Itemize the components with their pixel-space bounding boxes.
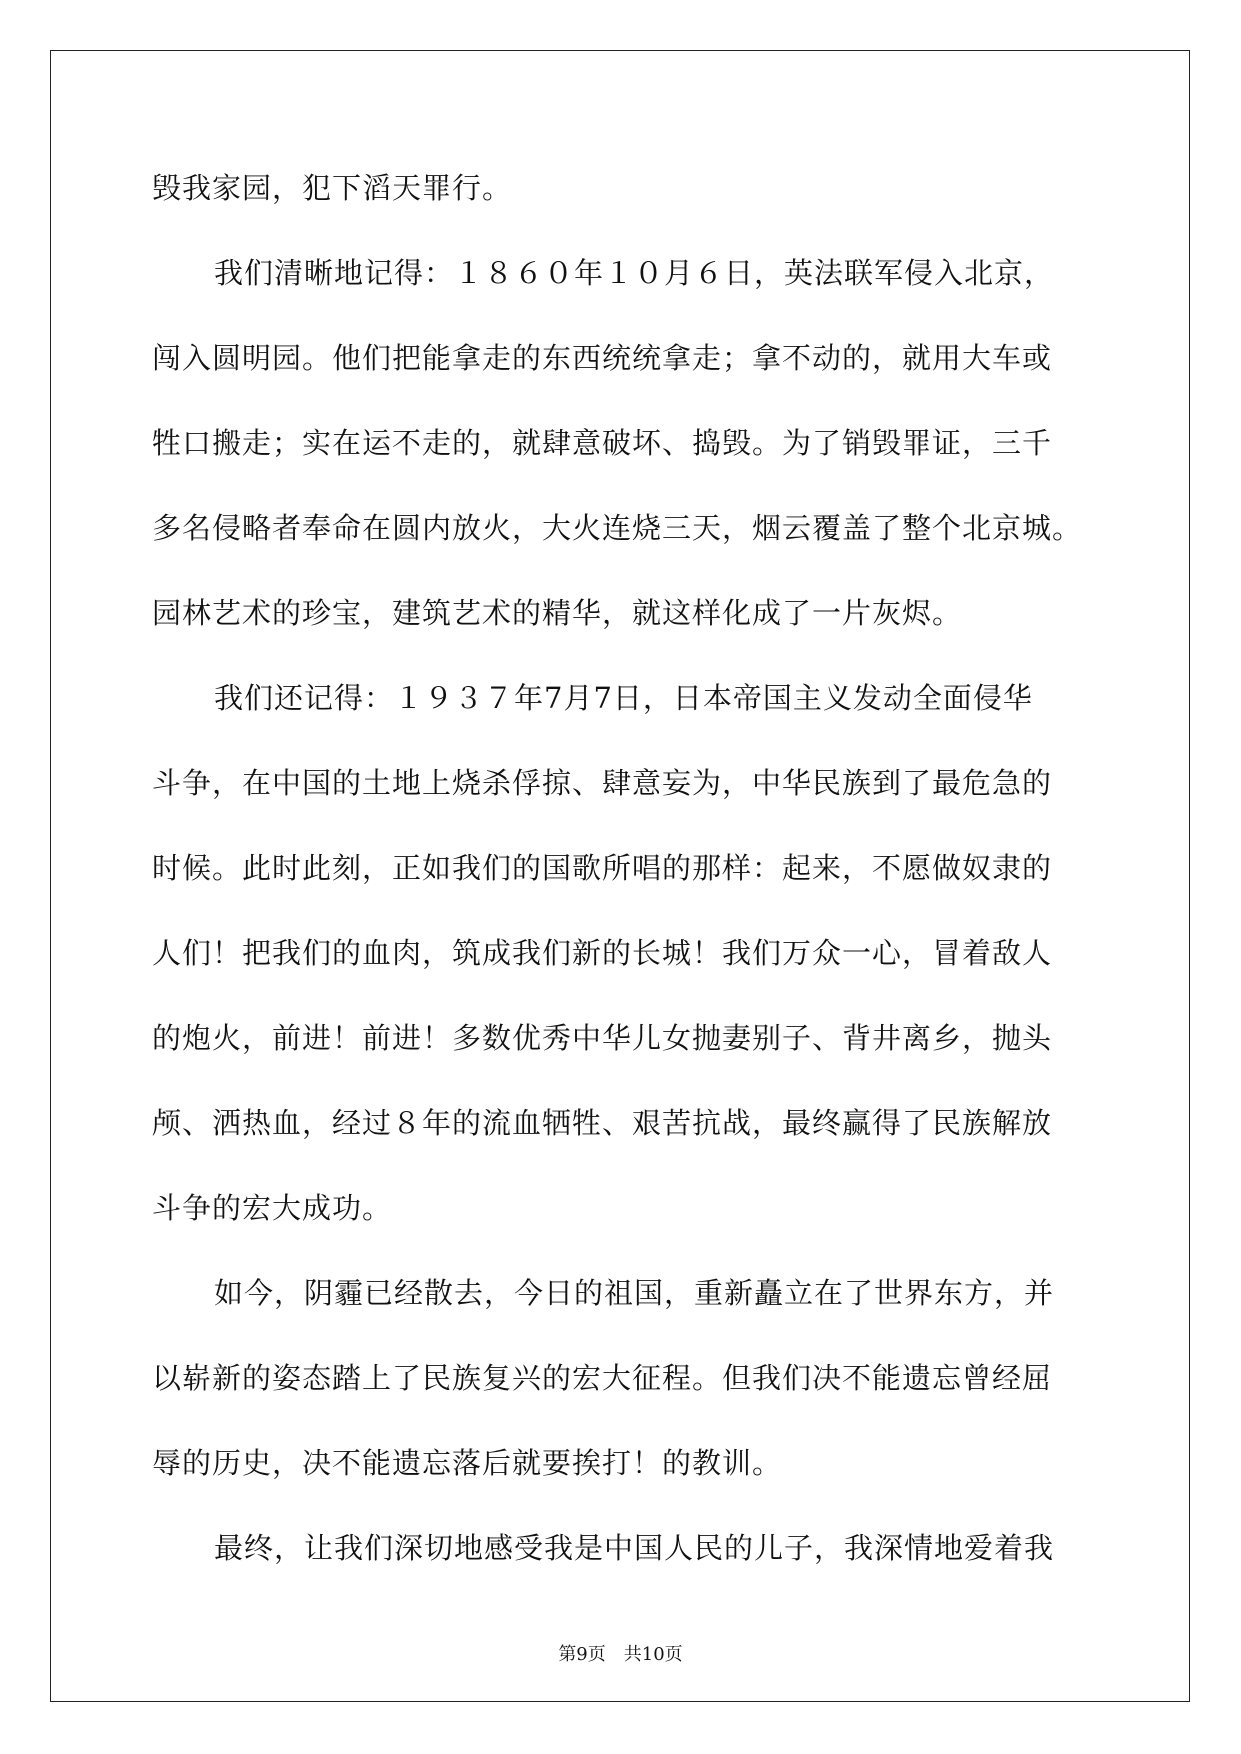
text-line: 以崭新的姿态踏上了民族复兴的宏大征程。但我们决不能遗忘曾经屈 [152,1361,1053,1395]
text-line: 牲口搬走；实在运不走的，就肆意破坏、捣毁。为了销毁罪证，三千 [152,426,1053,460]
text-line: 毁我家园，犯下滔天罪行。 [152,171,513,205]
text-line: 我们还记得：１９３７年7月7日，日本帝国主义发动全面侵华 [214,681,1033,715]
text-line: 园林艺术的珍宝，建筑艺术的精华，就这样化成了一片灰烬。 [152,596,963,630]
text-line: 颅、洒热血，经过８年的流血牺牲、艰苦抗战，最终赢得了民族解放 [152,1106,1053,1140]
document-body [152,160,1092,1605]
text-line: 斗争的宏大成功。 [152,1191,393,1225]
page-footer: 第9页 共10页 [558,1644,683,1665]
text-line: 闯入圆明园。他们把能拿走的东西统统拿走；拿不动的，就用大车或 [152,341,1053,375]
text-line: 斗争，在中国的土地上烧杀俘掠、肆意妄为，中华民族到了最危急的 [152,766,1053,800]
text-line: 多名侵略者奉命在圆内放火，大火连烧三天，烟云覆盖了整个北京城。 [152,511,1083,545]
text-line: 最终，让我们深切地感受我是中国人民的儿子，我深情地爱着我 [214,1531,1055,1565]
text-line: 如今，阴霾已经散去，今日的祖国，重新矗立在了世界东方，并 [214,1276,1055,1310]
text-line: 时候。此时此刻，正如我们的国歌所唱的那样：起来，不愿做奴隶的 [152,851,1053,885]
text-line: 人们！把我们的血肉，筑成我们新的长城！我们万众一心，冒着敌人 [152,936,1053,970]
text-line: 辱的历史，决不能遗忘落后就要挨打！的教训。 [152,1446,783,1480]
text-line: 的炮火，前进！前进！多数优秀中华儿女抛妻别子、背井离乡，抛头 [152,1021,1053,1055]
text-line: 我们清晰地记得：１８６０年１０月６日，英法联军侵入北京， [214,256,1055,290]
